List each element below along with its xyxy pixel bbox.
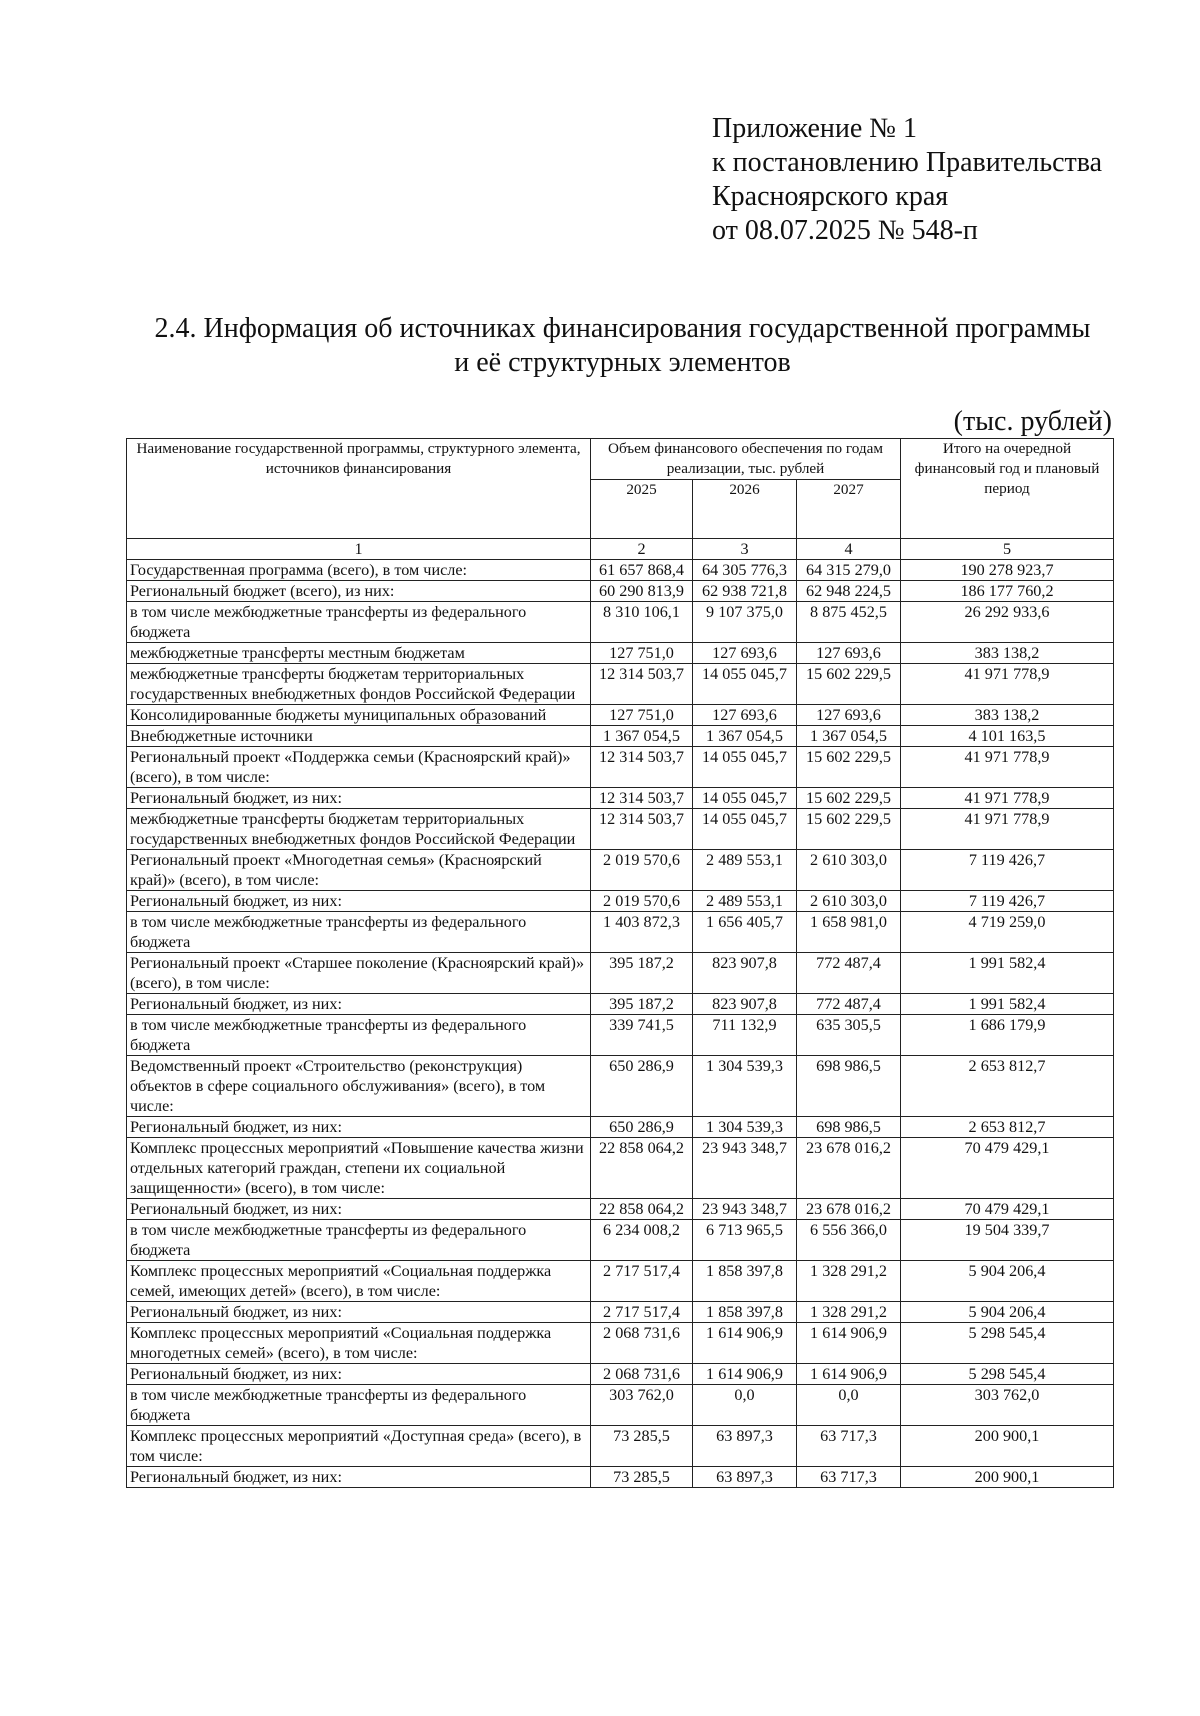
- row-value-total: 7 119 426,7: [901, 850, 1114, 891]
- table-row: [127, 850, 1114, 891]
- row-value-v2026: 9 107 375,0: [693, 602, 797, 643]
- row-value-v2025: 395 187,2: [591, 994, 693, 1015]
- table-row: [127, 809, 1114, 850]
- header-year-2026: 2026: [693, 480, 797, 539]
- row-value-v2025: 2 717 517,4: [591, 1302, 693, 1323]
- row-value-v2027: 63 717,3: [797, 1467, 901, 1488]
- header-year-2025: 2025: [591, 480, 693, 539]
- row-value-v2025: 61 657 868,4: [591, 560, 693, 581]
- row-value-v2027: 8 875 452,5: [797, 602, 901, 643]
- row-value-v2026: 1 656 405,7: [693, 912, 797, 953]
- row-value-v2026: 63 897,3: [693, 1467, 797, 1488]
- table-row: [127, 1015, 1114, 1056]
- financing-table: [126, 438, 1114, 1488]
- row-value-v2027: 635 305,5: [797, 1015, 901, 1056]
- index-cell: 4: [797, 539, 901, 560]
- row-name-cell: Региональный бюджет, из них:: [127, 788, 591, 809]
- row-value-v2026: 1 614 906,9: [693, 1323, 797, 1364]
- row-value-v2025: 22 858 064,2: [591, 1138, 693, 1199]
- row-value-v2027: 1 367 054,5: [797, 726, 901, 747]
- row-value-total: 41 971 778,9: [901, 747, 1114, 788]
- row-value-v2027: 772 487,4: [797, 953, 901, 994]
- row-value-v2027: 1 328 291,2: [797, 1261, 901, 1302]
- table-row: [127, 1302, 1114, 1323]
- row-value-v2025: 395 187,2: [591, 953, 693, 994]
- row-value-v2027: 15 602 229,5: [797, 664, 901, 705]
- table-row: [127, 788, 1114, 809]
- row-value-total: 383 138,2: [901, 705, 1114, 726]
- table-row: [127, 1323, 1114, 1364]
- header-name: Наименование государственной программы, структурного элемента, источников финансирования: [127, 439, 591, 539]
- row-value-v2026: 2 489 553,1: [693, 891, 797, 912]
- row-value-v2027: 127 693,6: [797, 643, 901, 664]
- appendix-block: [712, 112, 1102, 248]
- row-value-v2027: 15 602 229,5: [797, 788, 901, 809]
- row-value-v2027: 23 678 016,2: [797, 1138, 901, 1199]
- row-value-v2027: 698 986,5: [797, 1117, 901, 1138]
- row-value-v2025: 127 751,0: [591, 643, 693, 664]
- row-value-v2027: 1 614 906,9: [797, 1364, 901, 1385]
- row-value-total: 5 904 206,4: [901, 1261, 1114, 1302]
- table-row: [127, 891, 1114, 912]
- row-name-cell: в том числе межбюджетные трансферты из федерального бюджета: [127, 1015, 591, 1056]
- row-value-v2027: 15 602 229,5: [797, 747, 901, 788]
- table-row: [127, 602, 1114, 643]
- row-value-v2025: 12 314 503,7: [591, 809, 693, 850]
- row-value-total: 1 991 582,4: [901, 953, 1114, 994]
- row-name-cell: Комплекс процессных мероприятий «Социальная поддержка многодетных семей» (всего), в том числе:: [127, 1323, 591, 1364]
- row-value-v2026: 823 907,8: [693, 953, 797, 994]
- row-value-v2027: 2 610 303,0: [797, 850, 901, 891]
- row-name-cell: Внебюджетные источники: [127, 726, 591, 747]
- table-row: [127, 1199, 1114, 1220]
- row-value-total: 2 653 812,7: [901, 1056, 1114, 1117]
- row-value-total: 383 138,2: [901, 643, 1114, 664]
- index-cell: 5: [901, 539, 1114, 560]
- table-row: [127, 953, 1114, 994]
- row-value-total: 2 653 812,7: [901, 1117, 1114, 1138]
- row-value-v2026: 63 897,3: [693, 1426, 797, 1467]
- table-row: [127, 705, 1114, 726]
- row-name-cell: межбюджетные трансферты бюджетам территориальных государственных внебюджетных фондов Российской Федерации: [127, 664, 591, 705]
- row-value-v2026: 823 907,8: [693, 994, 797, 1015]
- row-value-v2027: 0,0: [797, 1385, 901, 1426]
- section-title-line-1: 2.4. Информация об источниках финансирования государственной программы: [154, 313, 1091, 344]
- row-value-v2027: 64 315 279,0: [797, 560, 901, 581]
- row-name-cell: Государственная программа (всего), в том числе:: [127, 560, 591, 581]
- table-row: [127, 560, 1114, 581]
- row-value-v2026: 0,0: [693, 1385, 797, 1426]
- row-value-v2026: 711 132,9: [693, 1015, 797, 1056]
- index-cell: 3: [693, 539, 797, 560]
- section-title-line-2: и её структурных элементов: [454, 347, 791, 378]
- table-row: [127, 994, 1114, 1015]
- header-total: Итого на очередной финансовый год и плановый период: [901, 439, 1114, 539]
- row-value-v2025: 2 019 570,6: [591, 850, 693, 891]
- row-name-cell: межбюджетные трансферты бюджетам территориальных государственных внебюджетных фондов Российской Федерации: [127, 809, 591, 850]
- table-row: [127, 1056, 1114, 1117]
- header-volume: Объем финансового обеспечения по годам реализации, тыс. рублей: [591, 439, 901, 480]
- row-name-cell: Региональный бюджет, из них:: [127, 1364, 591, 1385]
- row-value-total: 4 719 259,0: [901, 912, 1114, 953]
- row-value-v2026: 64 305 776,3: [693, 560, 797, 581]
- table-row: [127, 1364, 1114, 1385]
- appendix-line-3: Красноярского края: [712, 181, 949, 212]
- row-value-v2026: 2 489 553,1: [693, 850, 797, 891]
- row-value-v2025: 12 314 503,7: [591, 747, 693, 788]
- row-value-total: 303 762,0: [901, 1385, 1114, 1426]
- row-value-v2025: 127 751,0: [591, 705, 693, 726]
- row-name-cell: в том числе межбюджетные трансферты из федерального бюджета: [127, 602, 591, 643]
- row-name-cell: Консолидированные бюджеты муниципальных образований: [127, 705, 591, 726]
- table-row: [127, 643, 1114, 664]
- row-value-v2025: 73 285,5: [591, 1426, 693, 1467]
- row-value-v2027: 63 717,3: [797, 1426, 901, 1467]
- row-value-v2025: 1 403 872,3: [591, 912, 693, 953]
- table-row: [127, 1385, 1114, 1426]
- row-name-cell: в том числе межбюджетные трансферты из федерального бюджета: [127, 912, 591, 953]
- row-value-v2026: 1 304 539,3: [693, 1056, 797, 1117]
- row-value-v2027: 15 602 229,5: [797, 809, 901, 850]
- table-row: [127, 747, 1114, 788]
- table-row: [127, 1426, 1114, 1467]
- row-value-total: 41 971 778,9: [901, 788, 1114, 809]
- row-value-total: 5 298 545,4: [901, 1323, 1114, 1364]
- table-row: [127, 1467, 1114, 1488]
- row-value-v2025: 6 234 008,2: [591, 1220, 693, 1261]
- row-value-v2025: 2 068 731,6: [591, 1323, 693, 1364]
- row-value-v2025: 2 717 517,4: [591, 1261, 693, 1302]
- row-value-v2026: 23 943 348,7: [693, 1138, 797, 1199]
- row-value-v2025: 73 285,5: [591, 1467, 693, 1488]
- row-value-total: 200 900,1: [901, 1426, 1114, 1467]
- row-value-total: 7 119 426,7: [901, 891, 1114, 912]
- row-value-v2026: 1 858 397,8: [693, 1302, 797, 1323]
- row-value-total: 5 298 545,4: [901, 1364, 1114, 1385]
- row-value-v2026: 14 055 045,7: [693, 747, 797, 788]
- row-value-v2025: 1 367 054,5: [591, 726, 693, 747]
- row-value-total: 70 479 429,1: [901, 1138, 1114, 1199]
- table-row: [127, 1138, 1114, 1199]
- row-value-v2026: 6 713 965,5: [693, 1220, 797, 1261]
- row-value-v2027: 2 610 303,0: [797, 891, 901, 912]
- row-value-v2027: 1 328 291,2: [797, 1302, 901, 1323]
- row-value-total: 41 971 778,9: [901, 664, 1114, 705]
- row-name-cell: Ведомственный проект «Строительство (реконструкция) объектов в сфере социального обслуживания» (всего), в том числе:: [127, 1056, 591, 1117]
- row-value-v2026: 1 614 906,9: [693, 1364, 797, 1385]
- row-value-v2025: 2 019 570,6: [591, 891, 693, 912]
- row-value-v2025: 22 858 064,2: [591, 1199, 693, 1220]
- table-row: [127, 1261, 1114, 1302]
- row-value-total: 41 971 778,9: [901, 809, 1114, 850]
- row-name-cell: Комплекс процессных мероприятий «Доступная среда» (всего), в том числе:: [127, 1426, 591, 1467]
- row-name-cell: Комплекс процессных мероприятий «Социальная поддержка семей, имеющих детей» (всего), в том числе:: [127, 1261, 591, 1302]
- header-year-2027: 2027: [797, 480, 901, 539]
- header-row-1: [127, 439, 1114, 480]
- row-name-cell: Региональный бюджет (всего), из них:: [127, 581, 591, 602]
- row-value-v2026: 1 304 539,3: [693, 1117, 797, 1138]
- row-value-v2025: 2 068 731,6: [591, 1364, 693, 1385]
- row-value-total: 190 278 923,7: [901, 560, 1114, 581]
- row-value-v2026: 14 055 045,7: [693, 664, 797, 705]
- table-row: [127, 664, 1114, 705]
- row-value-v2025: 339 741,5: [591, 1015, 693, 1056]
- row-value-v2027: 772 487,4: [797, 994, 901, 1015]
- row-value-v2027: 62 948 224,5: [797, 581, 901, 602]
- appendix-line-4: от 08.07.2025 № 548-п: [712, 215, 978, 246]
- row-value-v2026: 127 693,6: [693, 643, 797, 664]
- row-name-cell: Региональный проект «Старшее поколение (Красноярский край)» (всего), в том числе:: [127, 953, 591, 994]
- row-value-v2026: 62 938 721,8: [693, 581, 797, 602]
- row-name-cell: Региональный бюджет, из них:: [127, 1302, 591, 1323]
- table-row: [127, 1117, 1114, 1138]
- table-row: [127, 912, 1114, 953]
- row-name-cell: в том числе межбюджетные трансферты из федерального бюджета: [127, 1385, 591, 1426]
- row-value-v2025: 12 314 503,7: [591, 664, 693, 705]
- section-title: [100, 312, 1145, 380]
- row-name-cell: Региональный бюджет, из них:: [127, 1199, 591, 1220]
- row-value-total: 26 292 933,6: [901, 602, 1114, 643]
- row-value-v2026: 1 858 397,8: [693, 1261, 797, 1302]
- row-value-v2025: 650 286,9: [591, 1056, 693, 1117]
- row-value-total: 1 686 179,9: [901, 1015, 1114, 1056]
- table-row: [127, 726, 1114, 747]
- row-value-v2026: 23 943 348,7: [693, 1199, 797, 1220]
- row-value-v2025: 12 314 503,7: [591, 788, 693, 809]
- row-value-total: 70 479 429,1: [901, 1199, 1114, 1220]
- row-value-v2027: 698 986,5: [797, 1056, 901, 1117]
- row-name-cell: Региональный бюджет, из них:: [127, 1467, 591, 1488]
- row-name-cell: межбюджетные трансферты местным бюджетам: [127, 643, 591, 664]
- row-name-cell: Комплекс процессных мероприятий «Повышение качества жизни отдельных категорий граждан, степени их социальной защищенности» (всего), в том числе:: [127, 1138, 591, 1199]
- row-value-v2025: 650 286,9: [591, 1117, 693, 1138]
- row-name-cell: Региональный проект «Многодетная семья» (Красноярский край)» (всего), в том числе:: [127, 850, 591, 891]
- row-value-total: 19 504 339,7: [901, 1220, 1114, 1261]
- row-value-v2025: 60 290 813,9: [591, 581, 693, 602]
- row-name-cell: Региональный бюджет, из них:: [127, 1117, 591, 1138]
- row-value-v2026: 1 367 054,5: [693, 726, 797, 747]
- table-row: [127, 581, 1114, 602]
- row-value-v2026: 14 055 045,7: [693, 809, 797, 850]
- row-name-cell: Региональный бюджет, из них:: [127, 891, 591, 912]
- index-cell: 2: [591, 539, 693, 560]
- row-value-total: 200 900,1: [901, 1467, 1114, 1488]
- row-value-v2027: 1 658 981,0: [797, 912, 901, 953]
- row-name-cell: в том числе межбюджетные трансферты из федерального бюджета: [127, 1220, 591, 1261]
- units-label: (тыс. рублей): [953, 406, 1112, 437]
- appendix-line-1: Приложение № 1: [712, 113, 917, 144]
- appendix-line-2: к постановлению Правительства: [712, 147, 1103, 178]
- row-name-cell: Региональный проект «Поддержка семьи (Красноярский край)» (всего), в том числе:: [127, 747, 591, 788]
- index-row: [127, 539, 1114, 560]
- row-value-v2026: 14 055 045,7: [693, 788, 797, 809]
- table-row: [127, 1220, 1114, 1261]
- row-value-total: 186 177 760,2: [901, 581, 1114, 602]
- row-value-total: 5 904 206,4: [901, 1302, 1114, 1323]
- row-value-total: 4 101 163,5: [901, 726, 1114, 747]
- row-value-v2025: 8 310 106,1: [591, 602, 693, 643]
- row-value-v2025: 303 762,0: [591, 1385, 693, 1426]
- row-value-v2027: 23 678 016,2: [797, 1199, 901, 1220]
- table-body: [127, 560, 1114, 1488]
- row-value-v2027: 1 614 906,9: [797, 1323, 901, 1364]
- row-value-v2027: 127 693,6: [797, 705, 901, 726]
- row-name-cell: Региональный бюджет, из них:: [127, 994, 591, 1015]
- index-cell: 1: [127, 539, 591, 560]
- row-value-total: 1 991 582,4: [901, 994, 1114, 1015]
- row-value-v2026: 127 693,6: [693, 705, 797, 726]
- row-value-v2027: 6 556 366,0: [797, 1220, 901, 1261]
